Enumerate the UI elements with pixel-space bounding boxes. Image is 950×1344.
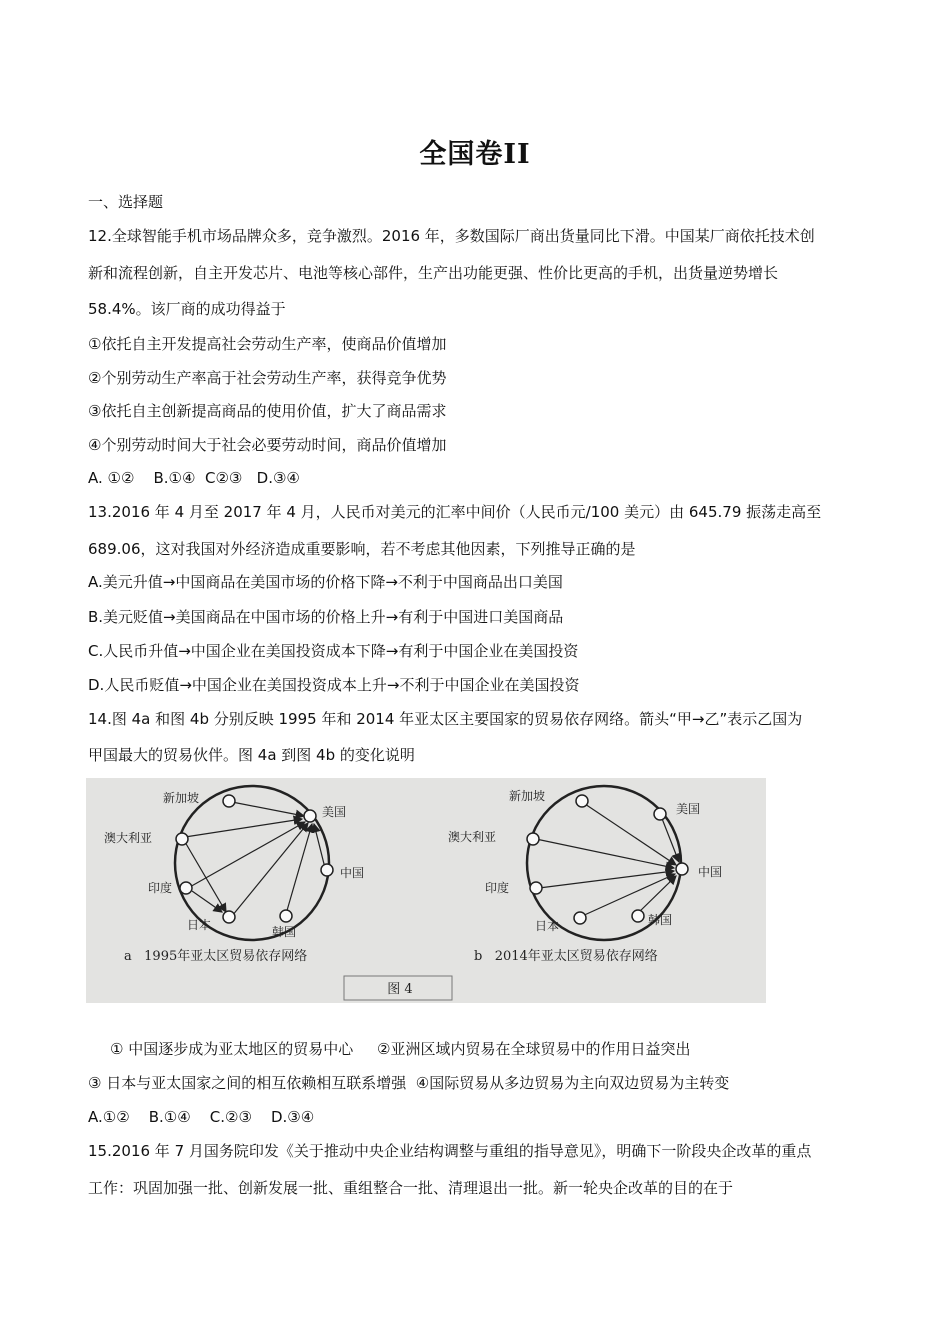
q13-option-b: B.美元贬值→美国商品在中国市场的价格上升→有利于中国进口美国商品 [88,608,564,626]
trade-network-figure [86,778,766,1003]
q13-option-a: A.美元升值→中国商品在美国市场的价格下降→不利于中国商品出口美国 [88,573,563,591]
label-usa-a: 美国 [322,805,347,819]
q15-stem-line-2: 工作：巩固加强一批、创新发展一批、重组整合一批、清理退出一批。新一轮央企改革的目的在于 [88,1179,734,1197]
label-australia-a: 澳大利亚 [104,831,153,845]
label-india-a: 印度 [148,881,173,895]
label-singapore-b: 新加坡 [509,789,546,803]
diagram-1995 [104,786,364,964]
q12-item-1: ①依托自主开发提高社会劳动生产率，使商品价值增加 [88,335,447,353]
q13-stem-line-2: 689.06，这对我国对外经济造成重要影响，若不考虑其他因素，下列推导正确的是 [88,540,636,558]
q14-options: A.①② B.①④ C.②③ D.③④ [88,1108,315,1126]
diagram-2014 [448,786,722,964]
q12-stem-line-3: 58.4%。该厂商的成功得益于 [88,300,286,318]
label-korea-b: 韩国 [648,913,673,927]
q12-stem-line-2: 新和流程创新，自主开发芯片、电池等核心部件，生产出功能更强、性价比更高的手机，出货量逆势增长 [88,264,779,282]
q15-stem-line-1: 15.2016 年 7 月国务院印发《关于推动中央企业结构调整与重组的指导意见》，明确下一阶段央企改革的重点 [88,1142,812,1160]
label-australia-b: 澳大利亚 [448,830,497,844]
q12-stem-line-1: 12.全球智能手机市场品牌众多，竞争激烈。2016 年，多数国际厂商出货量同比下滑。中国某厂商依托技术创 [88,227,815,245]
q14-item-1-2: ① 中国逐步成为亚太地区的贸易中心 ②亚洲区域内贸易在全球贸易中的作用日益突出 [110,1040,691,1058]
trade-network-diagram [86,778,766,1003]
caption-a: a 1995年亚太区贸易依存网络 [124,949,308,964]
label-japan-b: 日本 [535,919,560,933]
label-singapore-a: 新加坡 [163,791,200,805]
label-korea-a: 韩国 [272,925,297,939]
q13-option-d: D.人民币贬值→中国企业在美国投资成本上升→不利于中国企业在美国投资 [88,676,580,694]
q13-option-c: C.人民币升值→中国企业在美国投资成本下降→有利于中国企业在美国投资 [88,642,579,660]
section-heading: 一、选择题 [88,193,164,211]
q12-item-3: ③依托自主创新提高商品的使用价值，扩大了商品需求 [88,402,447,420]
q12-item-4: ④个别劳动时间大于社会必要劳动时间，商品价值增加 [88,436,447,454]
caption-b: b 2014年亚太区贸易依存网络 [474,949,658,964]
q12-options: A. ①② B.①④ C②③ D.③④ [88,469,300,487]
label-china-a: 中国 [340,866,365,880]
label-usa-b: 美国 [676,802,701,816]
figure-label: 图 4 [387,982,413,997]
q13-stem-line-1: 13.2016 年 4 月至 2017 年 4 月，人民币对美元的汇率中间价（人民币元/100 美元）由 645.79 振荡走高至 [88,503,822,521]
q12-item-2: ②个别劳动生产率高于社会劳动生产率，获得竞争优势 [88,369,447,387]
label-india-b: 印度 [485,881,510,895]
q14-item-3-4: ③ 日本与亚太国家之间的相互依赖相互联系增强 ④国际贸易从多边贸易为主向双边贸易为主转变 [88,1074,730,1092]
label-china-b: 中国 [698,865,723,879]
label-japan-a: 日本 [187,918,212,932]
q14-stem-line-2: 甲国最大的贸易伙伴。图 4a 到图 4b 的变化说明 [88,746,415,764]
q14-stem-line-1: 14.图 4a 和图 4b 分别反映 1995 年和 2014 年亚太区主要国家的贸易依存网络。箭头“甲→乙”表示乙国为 [88,710,803,728]
page-title: 全国卷II [419,139,531,170]
